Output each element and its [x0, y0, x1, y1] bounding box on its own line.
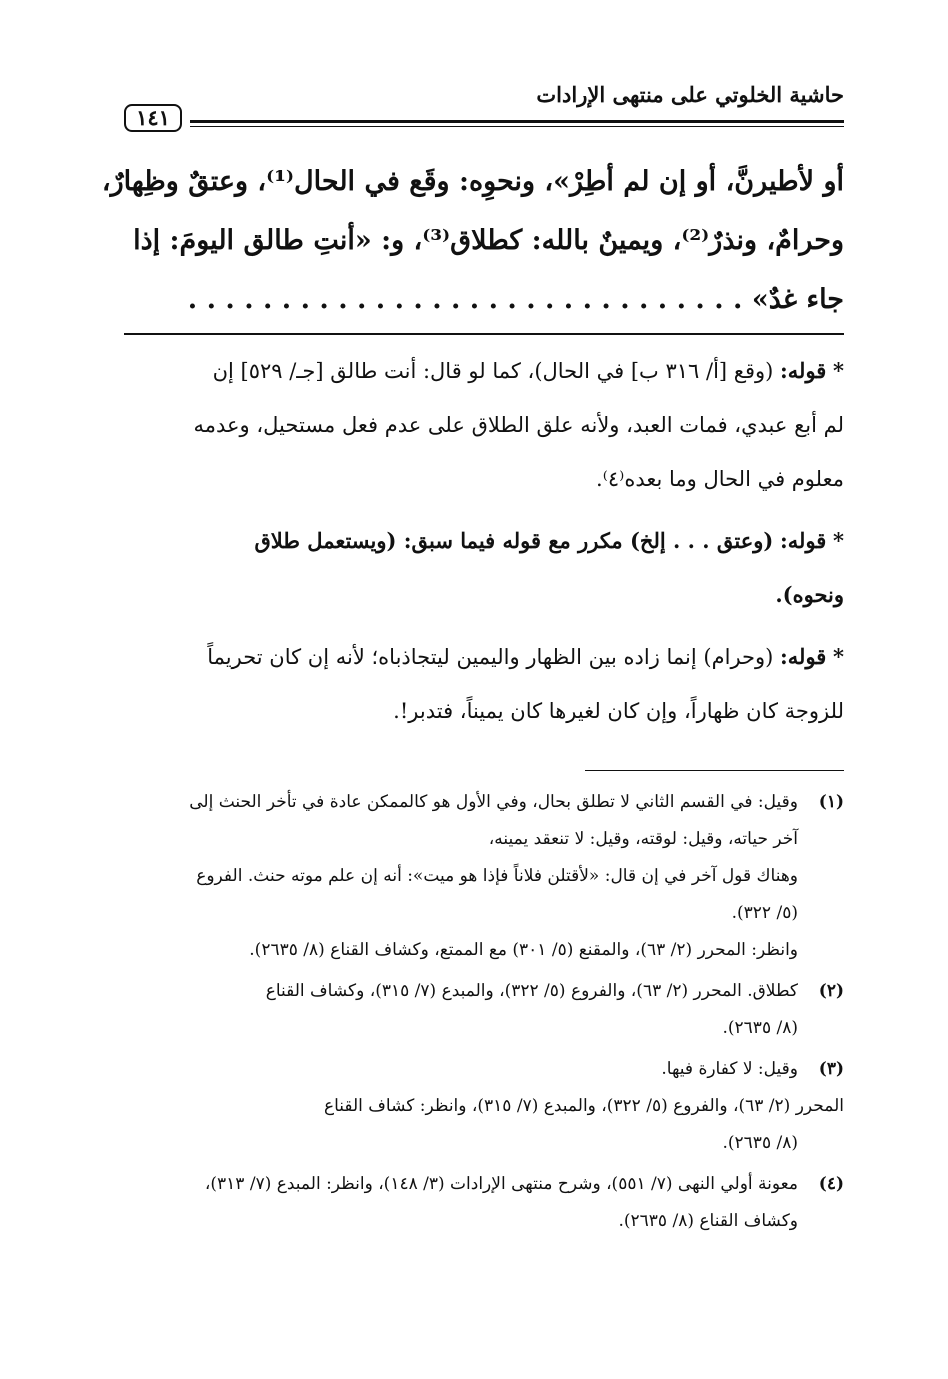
commentary-paragraph — [124, 630, 844, 738]
commentary-line: ونحوه). — [775, 582, 844, 607]
bullet-icon: * — [833, 644, 844, 669]
footnote-line: وكشاف القناع (٨/ ٢٦٣٥). — [618, 1211, 798, 1231]
footnote-line: آخر حياته، وقيل: لوقته، وقيل: لا تنعقد يمينه، — [488, 829, 798, 849]
footnote-line: وانظر: المحرر (٢/ ٦٣)، والمقنع (٥/ ٣٠١) مع الممتع، وكشاف القناع (٨/ ٢٦٣٥). — [249, 940, 798, 960]
commentary-line: معلوم في الحال وما بعده⁽٤⁾. — [596, 467, 844, 491]
matn-dots: . . . . . . . . . . . . . . . . . . . . . . . . . . . . . . — [187, 284, 743, 315]
footnote-line: المحرر (٢/ ٦٣)، والفروع (٥/ ٣٢٢)، والمبدع (٧/ ٣١٥)، وانظر: كشاف القناع — [323, 1096, 844, 1116]
commentary-line-text: (وحرام) إنما زاده بين الظهار واليمين ليتجاذباه؛ لأنه إن كان تحريماً — [207, 645, 774, 669]
footnote-number: (١) — [818, 792, 844, 812]
matn-line: وحرامٌ، ونذرٌ⁽²⁾، ويمينٌ بالله: كطلاق⁽³⁾، و: «أنتِ طالق اليومَ: إذا — [133, 225, 844, 256]
commentary-line — [124, 630, 844, 684]
footnote-line: وهناك قول آخر في إن قال: «لأقتلن فلاناً فإذا هو ميت»: أنه إن علم موته حنث. الفروع — [196, 866, 798, 886]
commentary — [124, 344, 844, 746]
footnote-line: (٨/ ٢٦٣٥). — [722, 1133, 798, 1153]
footnote-4 — [124, 1166, 844, 1240]
header-rule — [190, 120, 844, 123]
footnote-line: كطلاق. المحرر (٢/ ٦٣)، والفروع (٥/ ٣٢٢)، والمبدع (٧/ ٣١٥)، وكشاف القناع — [265, 981, 798, 1001]
bullet-icon: * — [833, 528, 844, 553]
matn-line — [124, 270, 844, 329]
footnote-line: معونة أولي النهى (٧/ ٥٥١)، وشرح منتهى الإرادات (٣/ ١٤٨)، وانظر: المبدع (٧/ ٣١٣)، — [204, 1174, 798, 1194]
footnote-number: (٢) — [818, 981, 844, 1001]
footnotes — [124, 784, 844, 1244]
footnote-3 — [124, 1051, 844, 1162]
commentary-line — [124, 344, 844, 398]
commentary-line — [124, 514, 844, 568]
commentary-paragraph — [124, 344, 844, 506]
header-rule-thin — [190, 126, 844, 127]
matn-separator-rule — [124, 333, 844, 335]
matn-line-text: جاء غدٌ» — [751, 284, 844, 315]
footnote-line: وقيل: لا كفارة فيها. — [661, 1059, 798, 1079]
footnote-line: (٥/ ٣٢٢). — [731, 903, 798, 923]
commentary-line: لم أبع عبدي، فمات العبد، ولأنه علق الطلاق على عدم فعل مستحيل، وعدمه — [193, 413, 844, 437]
footnote-line: وقيل: في القسم الثاني لا تطلق بحال، وفي الأول هو كالممكن عادة في تأخر الحنث إلى — [189, 792, 798, 812]
qawl-label: قوله: — [780, 528, 827, 553]
commentary-line-text: (وعتق . . . إلخ) مكرر مع قوله فيما سبق: (ويستعمل طلاق — [254, 528, 774, 553]
bullet-icon: * — [833, 358, 844, 383]
page-number: ١٤١ — [124, 104, 182, 132]
commentary-line: للزوجة كان ظهاراً، وإن كان لغيرها كان يميناً، فتدبر!. — [393, 699, 844, 723]
matn-line: أو لأطيرنَّ، أو إن لم أطِرْ»، ونحوِه: وقَع في الحال⁽¹⁾، وعتقٌ وظِهارٌ، — [101, 166, 844, 197]
qawl-label: قوله: — [780, 644, 827, 669]
footnote-1 — [124, 784, 844, 969]
running-title: حاشية الخلوتي على منتهى الإرادات — [536, 82, 844, 107]
footnote-line: (٨/ ٢٦٣٥). — [722, 1018, 798, 1038]
footnote-number: (٤) — [818, 1174, 844, 1194]
qawl-label: قوله: — [780, 358, 827, 383]
footnote-rule — [585, 770, 844, 771]
commentary-line-text: (وقع [أ/ ٣١٦ ب] في الحال)، كما لو قال: أنت طالق [جـ/ ٥٢٩] إن — [212, 359, 774, 383]
commentary-paragraph — [124, 514, 844, 622]
footnote-number: (٣) — [818, 1059, 844, 1079]
footnote-2 — [124, 973, 844, 1047]
matn-text — [101, 152, 844, 329]
